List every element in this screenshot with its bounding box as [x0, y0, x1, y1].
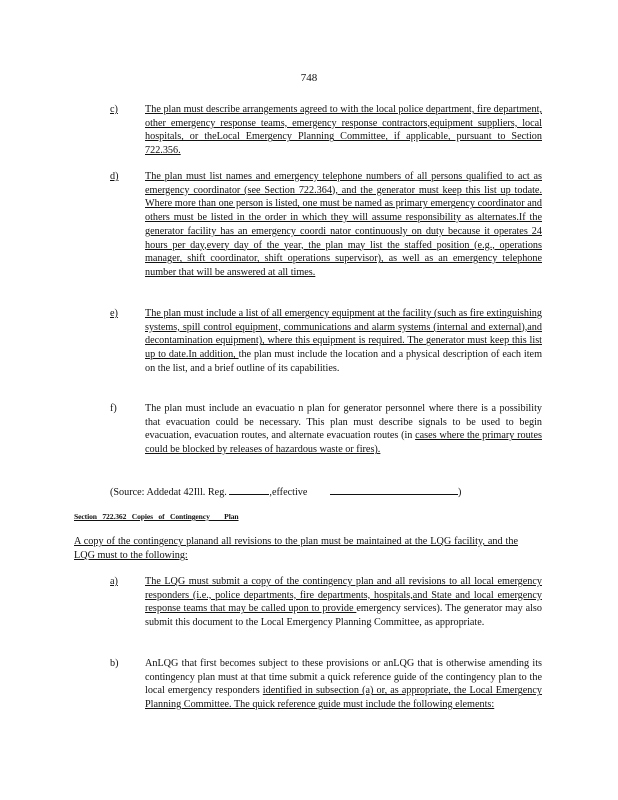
list-item-b — [110, 657, 542, 712]
item-text: The plan must describe arrangements agreed to with the local police department, fire department, other emergency response teams, emergency response contractors,equipment suppliers, local hospitals, or theLocal Emergency Planning Committee, if applicable, pursuant to Section 722.356. — [145, 104, 542, 157]
item-label: a) — [110, 576, 118, 587]
item-text — [145, 402, 542, 457]
list-item-c — [110, 103, 542, 158]
list-item-a — [110, 575, 542, 630]
item-text-plain: the plan must include the location and a physical description of each item on the list, and a brief outline of its capabilities. — [145, 349, 542, 374]
item-text-plain: The plan must include an evacuatio n plan for generator personnel where there is a possibility that evacuation could be necessary. This plan must describe signals to be used to begin evacuation, evacuation routes, and alternate evacuation routes (in — [145, 403, 542, 442]
item-text-underlined-start: The plan must list names and emergency telephone numbers of all persons qualified to act as emergency coordinator (see Section 722.364), and the generator must keep this list up todate. Where more than one person is listed, one must be named as primary emergency coordinator and others must be listed in the order in which they will assume responsibility as alternates.If the generator facility has an emergency coordi nator continuously on duty because it operates 24 hours per day,every day of the year, — [145, 171, 542, 251]
section-heading: Section 722.362 Copies of Contingency Plan — [74, 512, 239, 521]
item-text-underlined: identified in subsection (a) or, as appropriate, the Local Emergency Planning Committee. The quick reference guide must include the following elements: — [145, 685, 542, 711]
item-label: b) — [110, 658, 119, 669]
list-item-e — [110, 307, 542, 376]
source-note — [110, 484, 530, 500]
item-text-underlined-end: the plan may list the staffed position (e.g., operations manager, shift coordinator, shift operations supervisor), as well as an emergency telephone number that will be answered at all times. — [145, 239, 542, 278]
source-suffix: ) — [457, 487, 462, 498]
item-label: d) — [110, 171, 119, 182]
item-label: c) — [110, 104, 118, 115]
list-item-d — [110, 170, 542, 280]
item-text-plain: emergency services). The generator may also submit this document to the Local Emergency Planning Committee, as appropriate. — [145, 603, 542, 629]
item-text — [145, 170, 542, 280]
page-number: 748 — [300, 72, 318, 84]
item-text-underlined: The LQG must submit a copy of the contingency plan and all revisions to all local emergency responders (i.e., police departments, fire departments, hospitals,and State and local emergency response teams that may be called upon to provide — [145, 576, 542, 615]
source-middle: ,effective — [269, 487, 308, 498]
item-text — [145, 657, 542, 712]
item-text — [145, 307, 542, 376]
source-prefix: (Source: Addedat 42Ill. Reg. — [110, 487, 227, 498]
blank-line — [229, 484, 269, 495]
item-text — [145, 575, 542, 630]
item-label: e) — [110, 308, 118, 319]
item-text-underlined: The plan must include a list of all emergency equipment at the facility (such as fire extinguishing systems, spill control equipment, communications and alarm systems (internal and external),and decontamination equipment), where this equipment is required. The generator must keep this list up to date.In addition, — [145, 308, 542, 361]
list-item-f — [110, 402, 542, 457]
blank-line — [330, 484, 458, 495]
item-text-underlined: cases where the primary routes could be blocked by releases of hazardous waste or fires). — [145, 430, 542, 456]
item-text-plain: AnLQG that first becomes subject to these provisions or anLQG that is otherwise amending its contingency plan must at that time submit a quick reference guide of the contingency plan to the local emergency responders — [145, 658, 542, 697]
item-label: f) — [110, 403, 117, 414]
section-intro: A copy of the contingency planand all revisions to the plan must be maintained at the LQG facility, and the LQG must to the following: — [74, 536, 518, 561]
